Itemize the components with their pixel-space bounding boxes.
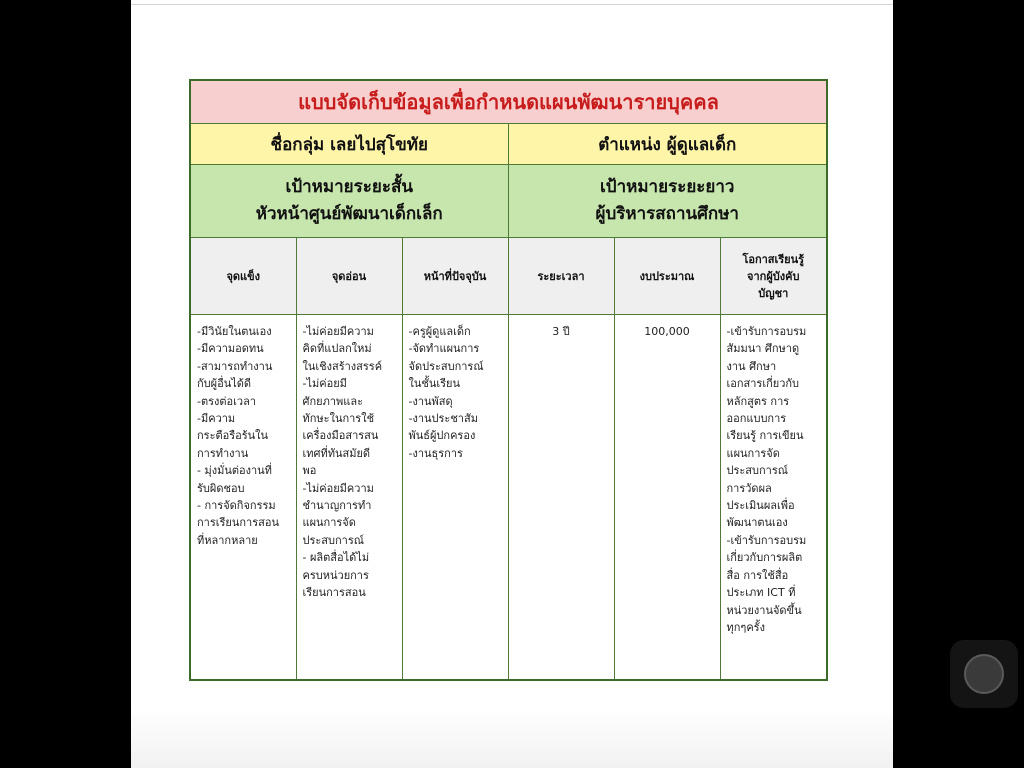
page-bottom-shade bbox=[131, 708, 893, 768]
cell-line: รับผิดชอบ bbox=[197, 481, 245, 495]
learning-opportunities-cell bbox=[720, 315, 827, 681]
cell-line: เครื่องมือสารสน bbox=[302, 429, 379, 443]
cell-line: หน่วยงานจัดขึ้น bbox=[726, 603, 802, 617]
cell-line: - ผลิตสื่อได้ไม่ bbox=[302, 551, 370, 565]
cell-line: ออกแบบการ bbox=[726, 412, 787, 426]
document-page bbox=[131, 0, 893, 768]
cell-line: พอ bbox=[302, 464, 317, 478]
cell-line: กระตือรือร้นใน bbox=[197, 429, 269, 443]
cell-line: -ไม่ค่อยมีความ bbox=[302, 325, 374, 338]
cell-line: หลักสูตร การ bbox=[726, 394, 790, 408]
cell-line: ประเมินผลเพื่อ bbox=[726, 499, 795, 513]
assistive-touch-button[interactable] bbox=[950, 640, 1018, 708]
cell-line: -มีวินัยในตนเอง bbox=[197, 325, 272, 338]
position-title: ตำแหน่ง ผู้ดูแลเด็ก bbox=[508, 124, 827, 165]
cell-line: คิดที่แปลกใหม่ bbox=[302, 342, 372, 356]
cell-line: ประสบการณ์ bbox=[726, 464, 788, 478]
cell-line: ศักยภาพและ bbox=[302, 394, 364, 408]
cell-line: ในชั้นเรียน bbox=[408, 377, 461, 391]
cell-line: สื่อ การใช้สื่อ bbox=[726, 568, 789, 582]
cell-line: การทำงาน bbox=[197, 446, 249, 460]
cell-line: -จัดทำแผนการ bbox=[408, 342, 480, 356]
cell-line: -ไม่ค่อยมีความ bbox=[302, 481, 374, 495]
header-strengths: จุดแข็ง bbox=[190, 238, 296, 315]
budget-cell bbox=[614, 315, 720, 681]
cell-line: สัมมนา ศึกษาดู bbox=[726, 342, 800, 356]
weaknesses-cell bbox=[296, 315, 402, 681]
cell-line: ทักษะในการใช้ bbox=[302, 412, 375, 426]
cell-line: -เข้ารับการอบรม bbox=[726, 325, 807, 338]
cell-line: พันธ์ผู้ปกครอง bbox=[408, 429, 476, 443]
cell-line: แผนการจัด bbox=[302, 516, 356, 530]
cell-line: กับผู้อื่นได้ดี bbox=[197, 377, 252, 391]
cell-line: -งานประชาสัม bbox=[408, 412, 478, 426]
cell-line: -ครูผู้ดูแลเด็ก bbox=[408, 325, 471, 338]
cell-line: -มีความ bbox=[197, 412, 236, 426]
top-divider bbox=[131, 4, 893, 5]
cell-line: ประสบการณ์ bbox=[302, 533, 364, 547]
cell-line: จัดประสบการณ์ bbox=[408, 359, 484, 373]
cell-line: เรียนการสอน bbox=[302, 586, 366, 600]
duration-value: 3 ปี bbox=[552, 325, 570, 338]
cell-line: -เข้ารับการอบรม bbox=[726, 533, 807, 547]
long-term-goal-heading: เป้าหมายระยะยาว bbox=[600, 177, 735, 197]
cell-line: เอกสารเกี่ยวกับ bbox=[726, 377, 800, 391]
long-term-goal-target: ผู้บริหารสถานศึกษา bbox=[595, 204, 739, 224]
header-learning-line: โอกาสเรียนรู้ bbox=[742, 252, 805, 266]
header-learning-line: บัญชา bbox=[758, 286, 789, 300]
strengths-cell bbox=[190, 315, 296, 681]
cell-line: -งานพัสดุ bbox=[408, 394, 453, 408]
cell-line: -ไม่ค่อยมี bbox=[302, 377, 347, 391]
header-budget: งบประมาณ bbox=[614, 238, 720, 315]
cell-line: เทศที่ทันสมัยดี bbox=[302, 446, 371, 460]
current-duties-cell bbox=[402, 315, 508, 681]
header-learning-line: จากผู้บังคับ bbox=[747, 269, 800, 283]
cell-line: แผนการจัด bbox=[726, 446, 780, 460]
cell-line: ชำนาญการทำ bbox=[302, 499, 372, 513]
cell-line: -สามารถทำงาน bbox=[197, 359, 273, 373]
cell-line: เรียนรู้ การเขียน bbox=[726, 429, 804, 443]
cell-line: - การจัดกิจกรรม bbox=[197, 499, 276, 513]
cell-line: ประเภท ICT ที่ bbox=[726, 586, 796, 600]
cell-line: การเรียนการสอน bbox=[197, 516, 279, 530]
cell-line: ในเชิงสร้างสรรค์ bbox=[302, 359, 383, 373]
cell-line: พัฒนาตนเอง bbox=[726, 516, 788, 530]
cell-line: ที่หลากหลาย bbox=[197, 533, 258, 547]
circle-icon bbox=[964, 654, 1004, 694]
group-name: ชื่อกลุ่ม เลยไปสุโขทัย bbox=[190, 124, 508, 165]
form-title: แบบจัดเก็บข้อมูลเพื่อกำหนดแผนพัฒนารายบุคคล bbox=[190, 80, 827, 124]
cell-line: การวัดผล bbox=[726, 481, 772, 495]
budget-value: 100,000 bbox=[644, 325, 690, 338]
development-plan-table bbox=[189, 79, 828, 681]
long-term-goal bbox=[508, 165, 827, 238]
cell-line: -งานธุรการ bbox=[408, 446, 463, 460]
header-current-duties: หน้าที่ปัจจุบัน bbox=[402, 238, 508, 315]
header-learning-opportunities bbox=[720, 238, 827, 315]
cell-line: -มีความอดทน bbox=[197, 342, 264, 356]
short-term-goal-heading: เป้าหมายระยะสั้น bbox=[285, 177, 413, 197]
cell-line: - มุ่งมั่นต่องานที่ bbox=[197, 464, 272, 478]
cell-line: ครบหน่วยการ bbox=[302, 568, 369, 582]
cell-line: -ตรงต่อเวลา bbox=[197, 394, 256, 408]
cell-line: ทุกๆครั้ง bbox=[726, 620, 765, 634]
duration-cell bbox=[508, 315, 614, 681]
cell-line: งาน ศึกษา bbox=[726, 359, 777, 373]
header-duration: ระยะเวลา bbox=[508, 238, 614, 315]
short-term-goal bbox=[190, 165, 508, 238]
header-weaknesses: จุดอ่อน bbox=[296, 238, 402, 315]
short-term-goal-target: หัวหน้าศูนย์พัฒนาเด็กเล็ก bbox=[255, 204, 443, 224]
cell-line: เกี่ยวกับการผลิต bbox=[726, 551, 803, 565]
